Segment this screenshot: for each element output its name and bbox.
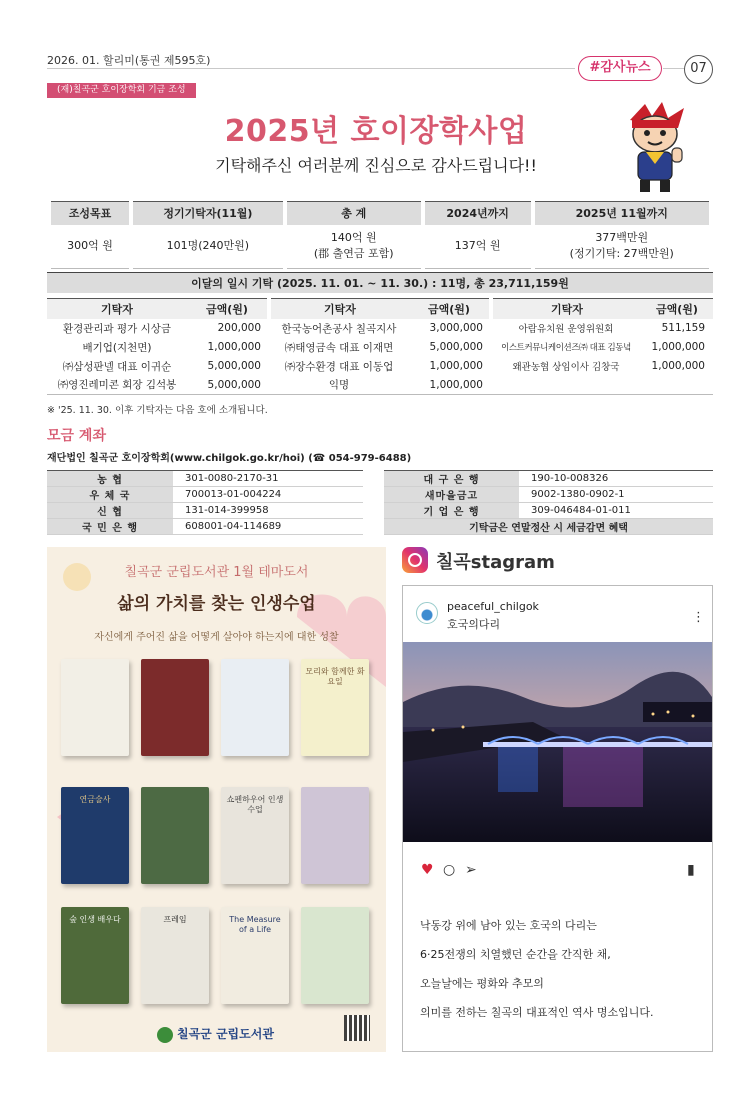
account-number: 131-014-399958 xyxy=(173,503,363,519)
donor-name: 왜관농협 상임이사 김창국 xyxy=(512,362,620,373)
post-location: 호국의다리 xyxy=(447,618,501,631)
donor-header: 기탁자 xyxy=(491,299,641,319)
account-number: 608001-04-114689 xyxy=(173,519,363,535)
book-title: 프레임 xyxy=(163,915,187,924)
donor-amount: 5,000,000 xyxy=(429,341,483,353)
instagram-section-title: 칠곡stagram xyxy=(436,552,555,573)
summary-subvalue: (郡 출연금 포함) xyxy=(313,247,394,261)
library-poster xyxy=(47,547,386,1052)
donor-name: ㈜영진레미콘 회장 김석봉 xyxy=(47,376,187,395)
table-row xyxy=(47,319,713,338)
mascot-illustration xyxy=(610,100,700,195)
instagram-post xyxy=(402,585,713,1052)
book-cover xyxy=(141,659,209,756)
table-row xyxy=(384,471,713,487)
fund-tag: (재)칠곡군 호이장학회 기금 조성 xyxy=(47,83,196,98)
book-title: 모리와 함께한 화요일 xyxy=(305,667,365,686)
instagram-icon xyxy=(402,547,428,573)
donor-amount: 1,000,000 xyxy=(409,376,491,395)
fund-summary-table xyxy=(47,201,713,269)
qr-code-icon xyxy=(344,1015,370,1041)
book-cover xyxy=(301,659,369,756)
donor-amount: 5,000,000 xyxy=(187,376,269,395)
caption-line: 6·25전쟁의 치열했던 순간을 간직한 채, xyxy=(420,948,611,961)
book-cover xyxy=(141,787,209,884)
page-number: 07 xyxy=(684,55,713,84)
monthly-donation-title: 이달의 일시 기탁 (2025. 11. 01. ~ 11. 30.) : 11명, 총 23,711,159원 xyxy=(47,272,713,293)
book-title: 쇼펜하우어 인생수업 xyxy=(226,795,284,814)
share-icon[interactable]: ➢ xyxy=(465,862,477,878)
donor-header: 금액(원) xyxy=(409,299,491,319)
table-row xyxy=(384,487,713,503)
issue-label: 2026. 01. 할리미(통권 제595호) xyxy=(47,54,211,67)
tax-benefit-note: 기탁금은 연말정산 시 세금감면 혜택 xyxy=(384,519,713,535)
donor-amount: 5,000,000 xyxy=(207,360,261,372)
table-row xyxy=(47,519,363,535)
bank-name: 새마을금고 xyxy=(384,487,519,503)
table-row xyxy=(384,519,713,535)
summary-value: 137억 원 xyxy=(454,239,501,253)
post-actions xyxy=(421,862,701,880)
section-badge: #감사뉴스 xyxy=(578,56,662,81)
donor-amount: 1,000,000 xyxy=(207,341,261,353)
donor-note: ※ '25. 11. 30. 이후 기탁자는 다음 호에 소개됩니다. xyxy=(47,405,268,416)
account-organization: 재단법인 칠곡군 호이장학회(www.chilgok.go.kr/hoi) (☎ 054-979-6488) xyxy=(47,453,412,464)
header-rule xyxy=(47,68,575,69)
table-row xyxy=(47,376,713,395)
account-table-right xyxy=(384,470,713,535)
post-username: peaceful_chilgok xyxy=(447,600,539,613)
caption-line: 의미를 전하는 칠곡의 대표적인 역사 명소입니다. xyxy=(420,1006,654,1019)
summary-cell xyxy=(285,225,423,269)
donor-name: 이스트커뮤니케이션즈㈜ 대표 김동녘 xyxy=(501,343,631,353)
book-title: 숲 인생 배우다 xyxy=(69,915,121,924)
header-rule xyxy=(663,68,685,69)
book-cover xyxy=(61,787,129,884)
summary-cell xyxy=(423,225,533,269)
book-cover xyxy=(221,787,289,884)
donor-header: 금액(원) xyxy=(641,299,713,319)
donor-header: 금액(원) xyxy=(187,299,269,319)
table-row xyxy=(47,338,713,357)
bank-name: 우 체 국 xyxy=(47,487,173,503)
more-icon: ⋮ xyxy=(692,610,705,625)
donor-name xyxy=(491,376,641,395)
account-number: 309-046484-01-011 xyxy=(519,503,713,519)
book-cover xyxy=(301,907,369,1004)
poster-title: 삶의 가치를 찾는 인생수업 xyxy=(117,594,316,614)
donor-name: ㈜삼성판넬 대표 이귀순 xyxy=(62,360,172,373)
donor-amount: 1,000,000 xyxy=(651,341,705,353)
poster-subtitle: 자신에게 주어진 삶을 어떻게 살아야 하는지에 대한 성찰 xyxy=(94,632,339,643)
summary-header: 2025년 11월까지 xyxy=(533,202,712,225)
bank-name: 신 협 xyxy=(47,503,173,519)
summary-value: 377백만원 xyxy=(595,231,649,245)
donor-amount: 3,000,000 xyxy=(429,322,483,334)
bank-name: 대 구 은 행 xyxy=(384,471,519,487)
caption-line: 오늘날에는 평화와 추모의 xyxy=(420,977,544,990)
book-cover xyxy=(301,787,369,884)
poster-heading: 칠곡군 군립도서관 1월 테마도서 xyxy=(124,565,309,580)
library-logo-text: 칠곡군 군립도서관 xyxy=(177,1027,274,1041)
book-cover xyxy=(61,907,129,1004)
donor-amount xyxy=(641,376,713,395)
table-row xyxy=(384,503,713,519)
summary-value: 140억 원 xyxy=(330,231,377,245)
donor-header: 기탁자 xyxy=(47,299,187,319)
book-cover xyxy=(61,659,129,756)
avatar xyxy=(416,602,438,624)
donor-name: ㈜태영금속 대표 이재면 xyxy=(284,341,394,354)
bank-name: 기 업 은 행 xyxy=(384,503,519,519)
donor-name: 환경관리과 평가 시상금 xyxy=(62,322,172,335)
summary-subvalue: (정기기탁: 27백만원) xyxy=(569,247,674,261)
bookmark-icon[interactable]: ▮ xyxy=(687,862,695,878)
donor-name: 아람유치원 운영위원회 xyxy=(518,324,614,335)
summary-cell xyxy=(533,225,712,269)
donor-name: ㈜장수환경 대표 이동업 xyxy=(284,360,394,373)
bank-name: 국 민 은 행 xyxy=(47,519,173,535)
summary-header: 총 계 xyxy=(285,202,423,225)
book-cover xyxy=(141,907,209,1004)
bridge-night-photo xyxy=(403,642,712,842)
library-logo xyxy=(157,1025,274,1043)
summary-cell xyxy=(131,225,285,269)
account-number: 301-0080-2170-31 xyxy=(173,471,363,487)
table-row xyxy=(47,357,713,376)
summary-value: 300억 원 xyxy=(67,239,113,253)
bank-name: 농 협 xyxy=(47,471,173,487)
donor-name: 배기업(지천면) xyxy=(82,341,152,354)
account-table-left xyxy=(47,470,363,535)
account-number: 190-10-008326 xyxy=(519,471,713,487)
donor-header: 기탁자 xyxy=(269,299,409,319)
page-subtitle: 기탁해주신 여러분께 진심으로 감사드립니다!! xyxy=(215,156,537,175)
donor-amount: 1,000,000 xyxy=(651,360,705,372)
page-title: 2025년 호이장학사업 xyxy=(224,114,528,149)
account-number: 9002-1380-0902-1 xyxy=(519,487,713,503)
account-heading: 모금 계좌 xyxy=(47,428,106,444)
library-logo-icon xyxy=(157,1027,173,1043)
summary-cell xyxy=(49,225,131,269)
table-row xyxy=(47,503,363,519)
book-cover xyxy=(221,907,289,1004)
comment-icon[interactable]: ○ xyxy=(443,862,456,878)
book-cover xyxy=(221,659,289,756)
heart-icon[interactable]: ♥ xyxy=(421,862,434,878)
summary-header: 조성목표 xyxy=(49,202,131,225)
donor-table xyxy=(47,298,713,395)
donor-name: 익명 xyxy=(269,376,409,395)
caption-line: 낙동강 위에 남아 있는 호국의 다리는 xyxy=(420,919,597,932)
book-title: The Measure of a Life xyxy=(229,915,281,934)
donor-amount: 1,000,000 xyxy=(429,360,483,372)
summary-value: 101명(240만원) xyxy=(166,239,250,253)
summary-header: 정기기탁자(11월) xyxy=(131,202,285,225)
donor-amount: 200,000 xyxy=(217,322,261,334)
summary-header: 2024년까지 xyxy=(423,202,533,225)
table-row xyxy=(47,471,363,487)
post-caption xyxy=(420,911,705,1027)
table-row xyxy=(47,487,363,503)
account-number: 700013-01-004224 xyxy=(173,487,363,503)
donor-amount: 511,159 xyxy=(661,322,705,334)
book-title: 연금술사 xyxy=(79,795,111,804)
donor-name: 한국농어촌공사 칠곡지사 xyxy=(281,322,397,335)
